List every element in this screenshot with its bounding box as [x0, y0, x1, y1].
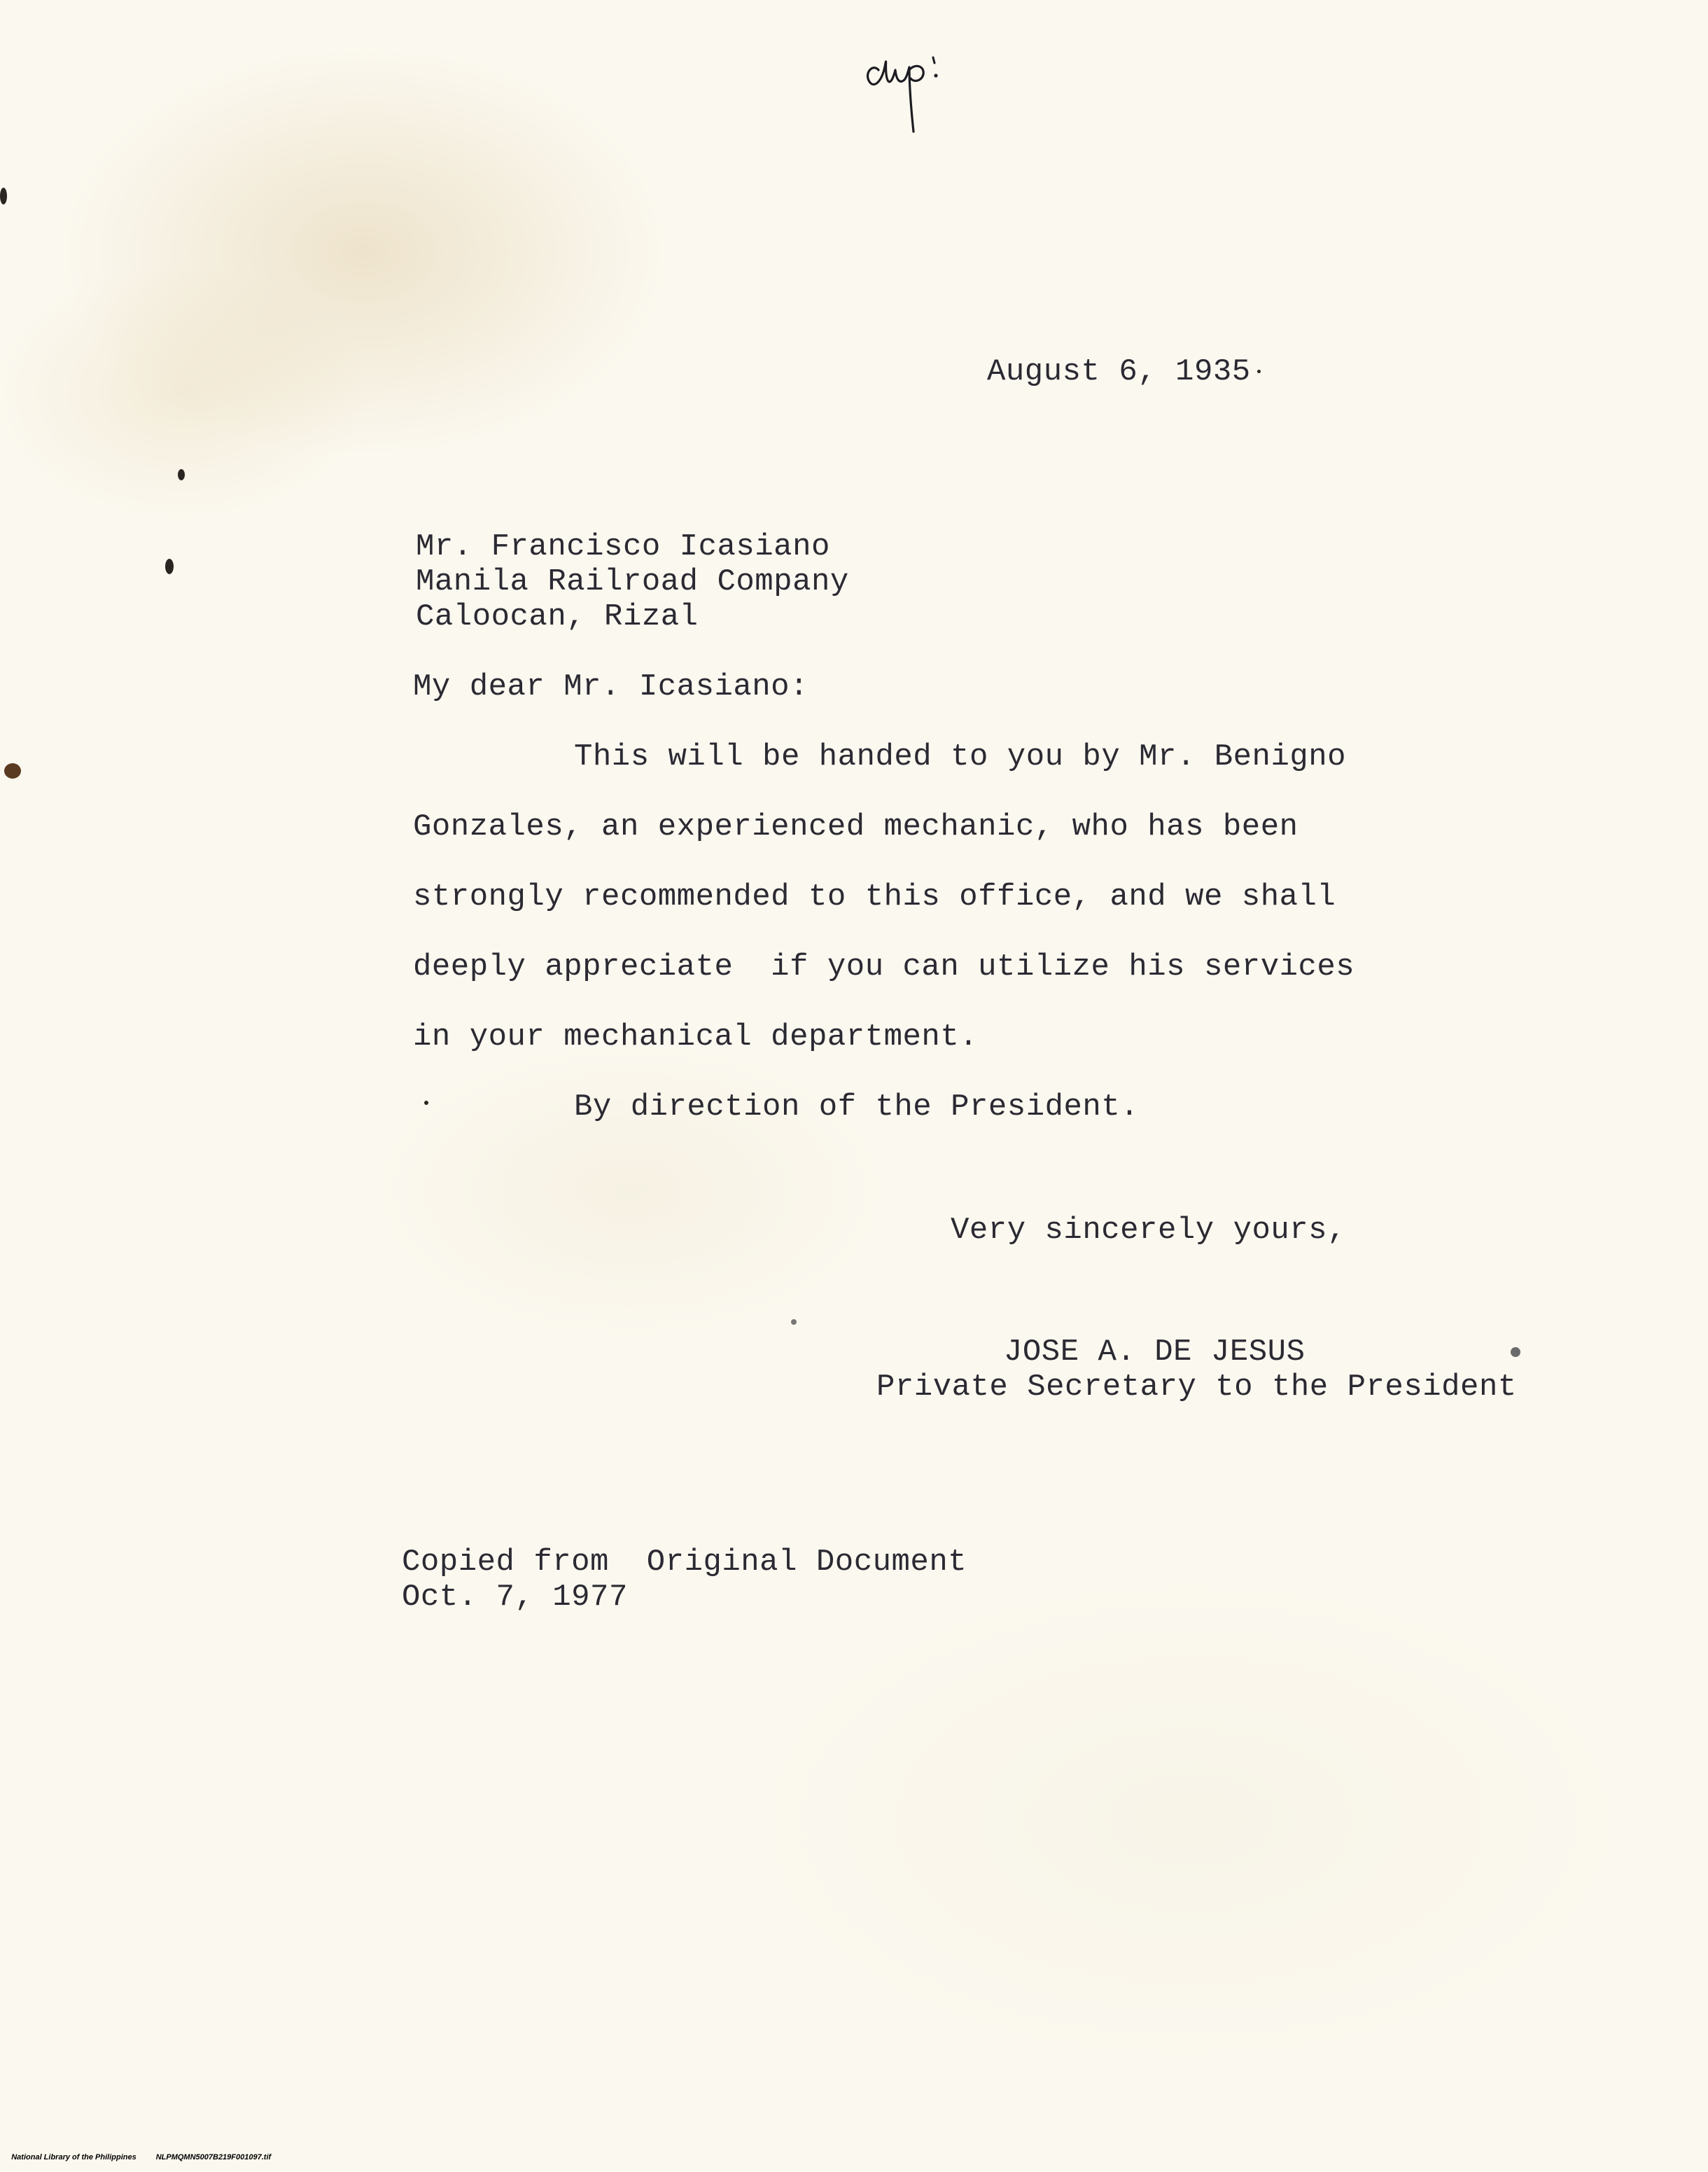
- scan-footer: [3, 2143, 271, 2172]
- closing: Very sincerely yours,: [951, 1213, 1346, 1248]
- recipient-name: Mr. Francisco Icasiano: [416, 529, 830, 564]
- paper-speck: [1511, 1347, 1520, 1357]
- footer-filename: NLPMQMN5007B219F001097.tif: [155, 2153, 272, 2161]
- copy-note-date: Oct. 7, 1977: [402, 1580, 628, 1615]
- paper-speck: [178, 469, 185, 480]
- handwritten-dup-annotation: [858, 42, 962, 140]
- signatory-name: JOSE A. DE JESUS: [1004, 1335, 1306, 1370]
- paper-speck: [165, 559, 174, 574]
- salutation: My dear Mr. Icasiano:: [413, 669, 808, 704]
- body-line: Gonzales, an experienced mechanic, who has been: [413, 809, 1298, 844]
- paper-speck: [0, 188, 7, 204]
- paper-speck: [1257, 370, 1261, 373]
- body-line: strongly recommended to this office, and we shall: [413, 879, 1336, 914]
- recipient-location: Caloocan, Rizal: [416, 599, 699, 634]
- copy-note-source: Copied from Original Document: [402, 1545, 967, 1580]
- paper-speck: [4, 763, 21, 779]
- paper-speck: [424, 1101, 428, 1105]
- body-line: in your mechanical department.: [413, 1019, 979, 1054]
- recipient-company: Manila Railroad Company: [416, 564, 849, 599]
- body-line: deeply appreciate if you can utilize his services: [413, 949, 1355, 984]
- footer-library: National Library of the Philippines: [11, 2153, 136, 2161]
- direction-line: By direction of the President.: [574, 1090, 1140, 1125]
- paper-speck: [791, 1319, 797, 1325]
- body-line: This will be handed to you by Mr. Benigno: [574, 739, 1347, 774]
- letter-date: August 6, 1935: [987, 354, 1251, 389]
- signatory-title: Private Secretary to the President: [876, 1370, 1517, 1405]
